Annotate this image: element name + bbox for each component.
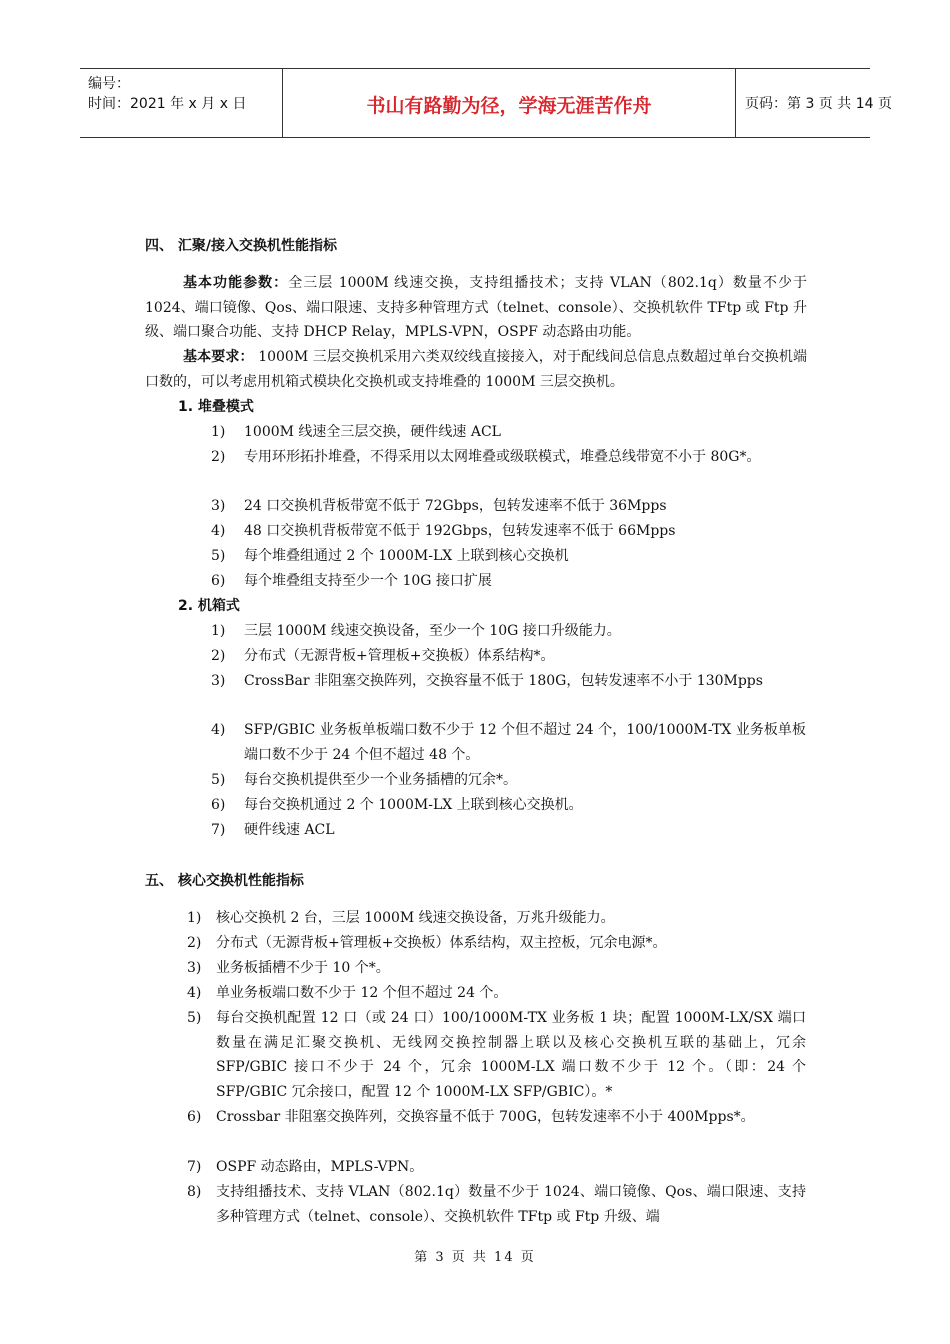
basic-params-text: 全三层 1000M 线速交换，支持组播技术；支持 VLAN（802.1q）数量不少于 1024、端口镜像、Qos、端口限速、支持多种管理方式（telnet、console）、交换机软件 TFtp 或 Ftp 升级、端口聚合功能、支持 DHCP Relay，MPLS-VPN，OSPF 动态路由功能。 (145, 275, 808, 340)
list-item-text: 分布式（无源背板+管理板+交换板）体系结构*。 (244, 648, 555, 664)
list-item-number: 8) (187, 1184, 202, 1200)
list-item-number: 1) (211, 623, 226, 639)
motto: 书山有路勤为径，学海无涯苦作舟 (366, 95, 652, 117)
list-item-number: 2) (211, 449, 226, 465)
list-item-number: 4) (211, 523, 226, 539)
list-item-text: 三层 1000M 线速交换设备，至少一个 10G 接口升级能力。 (244, 623, 621, 639)
header-motto-cell (282, 69, 736, 137)
list-item-number: 1) (187, 910, 202, 926)
list-item-text: 每台交换机配置 12 口（或 24 口）100/1000M-TX 业务板 1 块；配置 1000M-LX/SX 端口数量在满足汇聚交换机、无线网交换控制器上联以及核心交换机互联的基础上，冗余 SFP/GBIC 接口不少于 24 个，冗余 1000M-LX 端口数不少于 12 个。（即：24 个 SFP/GBIC 冗余接口，配置 12 个 1000M-LX SFP/GBIC）。* (216, 1010, 806, 1100)
basic-req-text: 1000M 三层交换机采用六类双绞线直接接入，对于配线间总信息点数超过单台交换机端口数的，可以考虑用机箱式模块化交换机或支持堆叠的 1000M 三层交换机。 (145, 349, 807, 390)
header-meta-cell (80, 69, 282, 137)
list-item-number: 6) (211, 573, 226, 589)
page-footer: 第 3 页 共 14 页 (414, 1250, 536, 1265)
list-item-text: 支持组播技术、支持 VLAN（802.1q）数量不少于 1024、端口镜像、Qos、端口限速、支持多种管理方式（telnet、console）、交换机软件 TFtp 或 Ftp 升级、端 (216, 1184, 806, 1225)
list-item-number: 5) (211, 772, 226, 788)
list-item-number: 6) (187, 1109, 202, 1125)
list-item-number: 3) (211, 498, 226, 514)
document-header (80, 68, 892, 138)
list-item-text: 每个堆叠组支持至少一个 10G 接口扩展 (244, 573, 492, 589)
basic-req-label: 基本要求： (183, 349, 254, 365)
list-item-number: 2) (211, 648, 226, 664)
list-item-text: 每个堆叠组通过 2 个 1000M-LX 上联到核心交换机 (244, 548, 569, 564)
list-item-number: 5) (211, 548, 226, 564)
chassis-title: 2. 机箱式 (178, 598, 240, 614)
section4-title: 四、 汇聚/接入交换机性能指标 (145, 238, 337, 254)
list-item-number: 1) (211, 424, 226, 440)
header-page-cell (735, 69, 892, 137)
number-label: 编号： (88, 76, 130, 92)
list-item-text: 48 口交换机背板带宽不低于 192Gbps，包转发速率不低于 66Mpps (244, 523, 676, 539)
list-item-number: 6) (211, 797, 226, 813)
list-item-text: 每台交换机提供至少一个业务插槽的冗余*。 (244, 772, 517, 788)
list-item-text: 业务板插槽不少于 10 个*。 (216, 960, 390, 976)
list-item-text: 每台交换机通过 2 个 1000M-LX 上联到核心交换机。 (244, 797, 583, 813)
list-item-number: 5) (187, 1010, 202, 1026)
time-label: 时间：2021 年 x 月 x 日 (88, 96, 247, 112)
list-item-number: 3) (187, 960, 202, 976)
list-item-number: 2) (187, 935, 202, 951)
list-item-text: 分布式（无源背板+管理板+交换板）体系结构，双主控板，冗余电源*。 (216, 935, 667, 951)
basic-params-label: 基本功能参数： (183, 275, 289, 291)
list-item-text: 24 口交换机背板带宽不低于 72Gbps，包转发速率不低于 36Mpps (244, 498, 667, 514)
basic-params-paragraph (145, 271, 807, 345)
page-info: 页码：第 3 页 共 14 页 (745, 96, 892, 112)
stack-mode-title: 1. 堆叠模式 (178, 399, 254, 415)
list-item-number: 7) (187, 1159, 202, 1175)
list-item-number: 7) (211, 822, 226, 838)
list-item-text: OSPF 动态路由，MPLS-VPN。 (216, 1159, 424, 1175)
list-item-text: 1000M 线速全三层交换，硬件线速 ACL (244, 424, 501, 440)
list-item-number: 4) (211, 722, 226, 738)
section5-title: 五、 核心交换机性能指标 (145, 873, 304, 889)
list-item-number: 3) (211, 673, 226, 689)
basic-req-paragraph (145, 345, 807, 394)
list-item-text: SFP/GBIC 业务板单板端口数不少于 12 个但不超过 24 个，100/1000M-TX 业务板单板端口数不少于 24 个但不超过 48 个。 (244, 722, 806, 763)
list-item-text: 核心交换机 2 台，三层 1000M 线速交换设备，万兆升级能力。 (216, 910, 615, 926)
list-item-text: Crossbar 非阻塞交换阵列，交换容量不低于 700G，包转发速率不小于 400Mpps*。 (216, 1109, 755, 1125)
list-item-text: 单业务板端口数不少于 12 个但不超过 24 个。 (216, 985, 508, 1001)
list-item-text: CrossBar 非阻塞交换阵列，交换容量不低于 180G，包转发速率不小于 130Mpps (244, 673, 763, 689)
list-item-number: 4) (187, 985, 202, 1001)
list-item-text: 硬件线速 ACL (244, 822, 335, 838)
list-item-text: 专用环形拓扑堆叠，不得采用以太网堆叠或级联模式，堆叠总线带宽不小于 80G*。 (244, 449, 761, 465)
